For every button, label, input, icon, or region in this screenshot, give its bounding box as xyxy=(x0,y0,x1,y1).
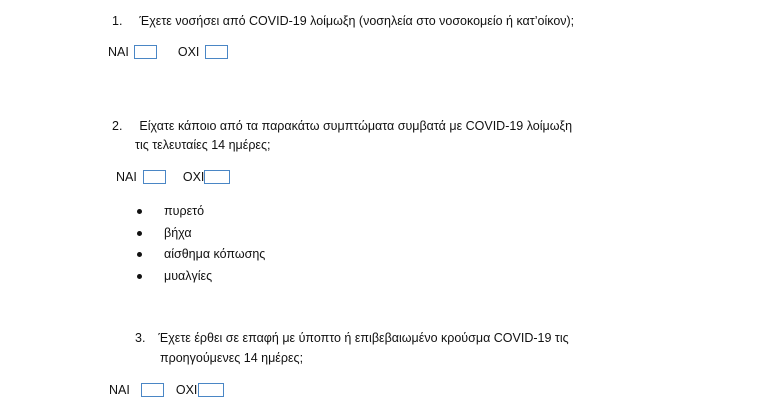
question-1-text: Έχετε νοσήσει από COVID-19 λοίμωξη (νοσηλεία στο νοσοκομείο ή κατ’οίκον); xyxy=(139,14,575,28)
symptom-item xyxy=(137,266,265,288)
symptom-list xyxy=(137,201,265,287)
question-2-text-line-1: Είχατε κάποιο από τα παρακάτω συμπτώματα συμβατά με COVID-19 λοίμωξη xyxy=(139,119,573,133)
symptom-item xyxy=(137,201,265,223)
yes-label: ΝΑΙ xyxy=(116,170,137,184)
yes-label: ΝΑΙ xyxy=(108,45,129,59)
bullet-icon xyxy=(137,209,142,214)
no-label: ΟΧΙ xyxy=(175,383,198,397)
question-1-no-checkbox[interactable] xyxy=(205,45,228,59)
question-3 xyxy=(135,329,569,348)
question-3-no-checkbox[interactable] xyxy=(198,383,224,397)
symptom-label: πυρετό xyxy=(164,204,205,218)
bullet-icon xyxy=(137,274,142,279)
question-2 xyxy=(112,117,572,136)
question-3-yes-checkbox[interactable] xyxy=(141,383,164,397)
question-3-number: 3. xyxy=(135,331,146,345)
no-label: ΟΧΙ xyxy=(182,170,205,184)
symptom-item xyxy=(137,223,265,245)
symptom-item xyxy=(137,244,265,266)
question-2-options xyxy=(116,169,230,185)
no-label: ΟΧΙ xyxy=(177,45,200,59)
yes-label: ΝΑΙ xyxy=(109,383,130,397)
question-1-options xyxy=(108,44,228,60)
question-2-no-checkbox[interactable] xyxy=(204,170,230,184)
question-1 xyxy=(112,12,574,31)
question-3-text-line-1: Έχετε έρθει σε επαφή με ύποπτο ή επιβεβαιωμένο κρούσμα COVID-19 τις xyxy=(158,331,569,345)
question-3-text-line-2: προηγούμενες 14 ημέρες; xyxy=(160,351,304,365)
symptom-label: αίσθημα κόπωσης xyxy=(164,247,266,261)
bullet-icon xyxy=(137,252,142,257)
question-3-continuation xyxy=(160,349,303,368)
question-1-number: 1. xyxy=(112,14,123,28)
question-2-continuation xyxy=(135,136,271,155)
symptom-label: βήχα xyxy=(164,225,192,240)
question-2-text-line-2: τις τελευταίες 14 ημέρες; xyxy=(135,138,271,152)
question-2-number: 2. xyxy=(112,119,123,133)
question-2-yes-checkbox[interactable] xyxy=(143,170,166,184)
symptom-label: μυαλγίες xyxy=(164,268,213,283)
question-3-options xyxy=(109,382,224,398)
bullet-icon xyxy=(137,231,142,236)
question-1-yes-checkbox[interactable] xyxy=(134,45,157,59)
